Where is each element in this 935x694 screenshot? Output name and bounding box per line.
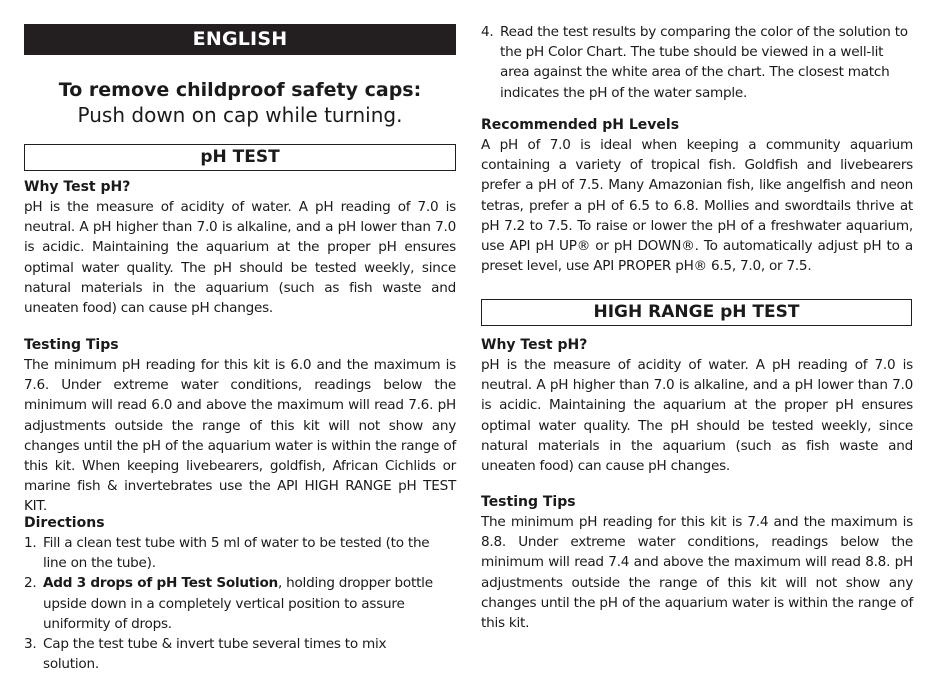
testing-tips-text: The minimum pH reading for this kit is 7.4 and the maximum is 8.8. Under extreme water conditions, readings below the minimum will read 7.4 and above the maximum will read 8.8. pH adjustments outside the range of this kit will not show any changes until the pH of the aquarium water is within the range of this kit. [481,514,913,632]
directions-step-4 [481,22,915,103]
recommended-ph-levels-text: A pH of 7.0 is ideal when keeping a community aquarium containing a variety of tropical fish. Goldfish and livebearers prefer a pH of 7.5. Many Amazonian fish, like angelfish and neon tetras, prefer a pH of 6.5 to 6.8. Mollies and swordtails thrive at pH 7.2 to 7.5. To raise or lower the pH of a freshwater aquarium, use API pH UP® or pH DOWN®. To automatically adjust pH to a preset level, use API PROPER pH® 6.5, 7.0, or 7.5. [481,137,913,275]
why-test-ph-text: pH is the measure of acidity of water. A pH reading of 7.0 is neutral. A pH higher than 7.0 is alkaline, and a pH lower than 7.0 is acidic. Maintaining the aquarium at the proper pH ensures optimal water quality. The pH should be tested weekly, since natural materials in the aquarium (such as fish waste and uneaten food) can cause pH changes. [481,357,913,475]
recommended-ph-levels-heading: Recommended pH Levels [481,117,680,133]
high-range-ph-test-heading: HIGH RANGE pH TEST [481,299,912,326]
childproof-caps-title: To remove childproof safety caps: [58,79,422,101]
why-test-ph-heading: Why Test pH? [24,179,131,195]
why-test-ph-heading: Why Test pH? [481,337,588,353]
list-item: 4. Read the test results by comparing the color of the solution to the pH Color Chart. The tube should be viewed in a well-lit area against the white area of the chart. The closest match indicates the pH of the water sample. [481,24,908,101]
childproof-caps-instruction: Push down on cap while turning. [77,103,403,127]
directions-list [24,533,444,674]
list-item: 2. Add 3 drops of pH Test Solution, holding dropper bottle upside down in a completely vertical position to assure uniformity of drops. [24,575,433,632]
why-test-ph-text: pH is the measure of acidity of water. A pH reading of 7.0 is neutral. A pH higher than 7.0 is alkaline, and a pH lower than 7.0 is acidic. Maintaining the aquarium at the proper pH ensures optimal water quality. The pH should be tested weekly, since natural materials in the aquarium (such as fish waste and uneaten food) can cause pH changes. [24,199,456,317]
testing-tips-heading: Testing Tips [24,337,119,353]
list-item: 1. Fill a clean test tube with 5 ml of water to be tested (to the line on the tube). [24,535,430,572]
directions-heading: Directions [24,515,105,531]
ph-test-heading: pH TEST [24,144,456,171]
list-item: 3. Cap the test tube & invert tube several times to mix solution. [24,636,387,673]
language-banner: ENGLISH [24,24,456,55]
testing-tips-heading: Testing Tips [481,494,576,510]
emphasis-text: Add 3 drops of pH Test Solution [43,575,278,592]
testing-tips-text: The minimum pH reading for this kit is 6.0 and the maximum is 7.6. Under extreme water conditions, readings below the minimum will read 6.0 and above the maximum will read 7.6. pH adjustments outside the range of this kit will not show any changes until the pH of the aquarium water is within the range of this kit. When keeping livebearers, goldfish, African Cichlids or marine fish & invertebrates use the API HIGH RANGE pH TEST KIT. [24,357,456,515]
